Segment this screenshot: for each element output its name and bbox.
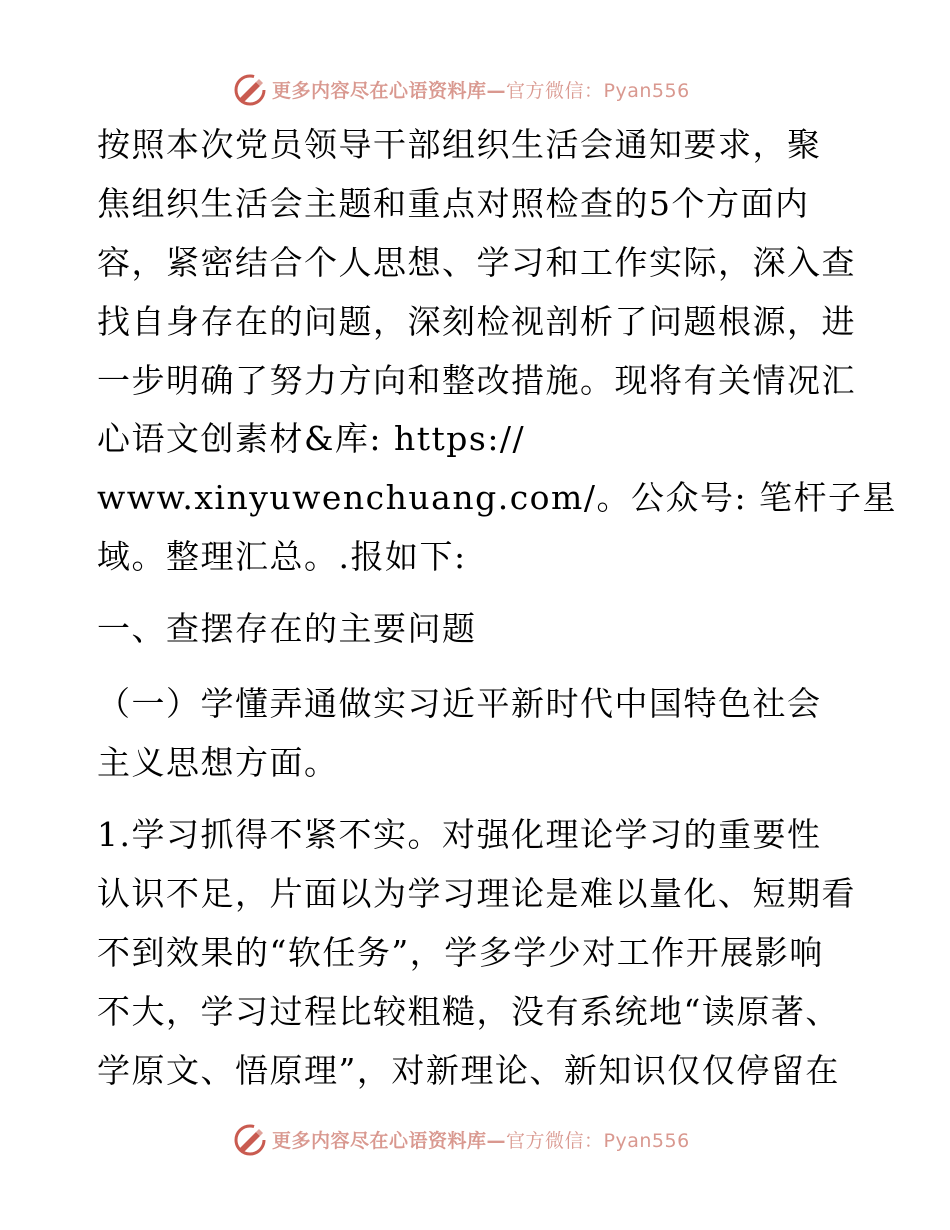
section-heading: 一、查摆存在的主要问题 [97, 609, 477, 648]
subsection-heading-line-1: （一）学懂弄通做实习近平新时代中国特色社会 [97, 684, 822, 723]
body-line-12: 1.学习抓得不紧不实。对强化理论学习的重要性 [97, 815, 822, 854]
watermark-text [272, 1126, 690, 1153]
watermark-brand: 更多内容尽在心语资料库 [272, 1130, 487, 1152]
subsection-heading-line-2: 主义思想方面。 [97, 743, 339, 782]
watermark-separator: — [486, 80, 507, 102]
body-line-3: 容，紧密结合个人思想、学习和工作实际，深入查 [97, 243, 856, 282]
body-line-6: 心语文创素材&库: https:// [97, 419, 526, 458]
pen-logo-icon [232, 1122, 268, 1158]
body-line-7: www.xinyuwenchuang.com/。公众号: 笔杆子星 [97, 478, 898, 517]
body-line-14: 不到效果的“软任务”，学多学少对工作开展影响 [97, 933, 824, 972]
watermark-brand: 更多内容尽在心语资料库 [272, 80, 487, 102]
watermark-official: 官方微信：Pyan556 [506, 1130, 690, 1152]
body-line-1: 按照本次党员领导干部组织生活会通知要求，聚 [97, 125, 822, 164]
watermark-separator: — [486, 1130, 507, 1152]
body-line-5: 一步明确了努力方向和整改措施。现将有关情况汇 [97, 361, 856, 400]
body-line-15: 不大，学习过程比较粗糙，没有系统地“读原著、 [97, 992, 840, 1031]
watermark-banner-top [0, 70, 950, 110]
watermark-banner-bottom [0, 1120, 950, 1160]
watermark-text [272, 76, 690, 103]
watermark-official: 官方微信：Pyan556 [506, 80, 690, 102]
body-line-8: 域。整理汇总。.报如下: [97, 537, 467, 576]
body-line-13: 认识不足，片面以为学习理论是难以量化、短期看 [97, 874, 856, 913]
pen-logo-icon [232, 72, 268, 108]
body-line-4: 找自身存在的问题，深刻检视剖析了问题根源，进 [97, 302, 856, 341]
body-line-16: 学原文、悟原理”，对新理论、新知识仅仅停留在 [97, 1051, 840, 1090]
body-line-2: 焦组织生活会主题和重点对照检查的5个方面内 [97, 184, 810, 223]
